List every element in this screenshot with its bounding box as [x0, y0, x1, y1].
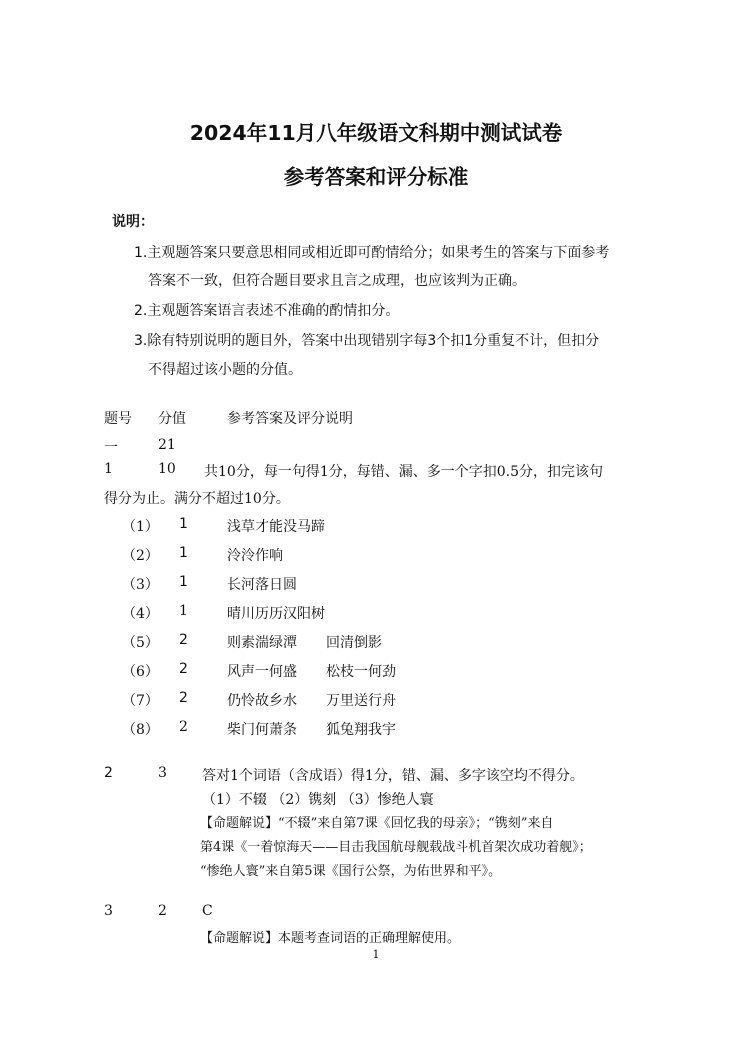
q1-item-7-answer-2: 万里送行舟	[326, 693, 396, 709]
q2-explain-line-2: 第4课《一着惊海天——目击我国航母舰载战斗机首架次成功着舰》；	[200, 840, 592, 855]
q1-item-4-number: （4）	[122, 606, 159, 622]
q1-item-5-score: 2	[179, 632, 188, 648]
q1-item-7-number: （7）	[122, 693, 159, 709]
q1-item-2-number: （2）	[122, 548, 159, 564]
q1-item-7-score: 2	[179, 690, 188, 706]
note-3-line-2: 不得超过该小题的分值。	[148, 362, 302, 378]
q1-item-8-answer: 柴门何萧条	[227, 722, 297, 738]
header-score: 分值	[158, 411, 186, 427]
note-1-line-1: 1.主观题答案只要意思相同或相近即可酌情给分；如果考生的答案与下面参考	[134, 245, 610, 261]
q1-item-6-answer: 风声一何盛	[227, 664, 297, 680]
q1-item-1-answer: 浅草才能没马蹄	[227, 519, 325, 535]
q1-item-7-answer: 仍怜故乡水	[227, 693, 297, 709]
q1-item-8-answer-2: 狐兔翔我宇	[326, 722, 396, 738]
q1-desc-line-2: 得分为止。满分不超过10分。	[104, 491, 290, 507]
q2-score: 3	[158, 765, 167, 781]
q2-number: 2	[104, 765, 113, 781]
q1-item-6-answer-2: 松枝一何劲	[326, 664, 396, 680]
q1-item-5-answer-2: 回清倒影	[326, 635, 382, 651]
q2-explain-line-1: 【命题解说】“不辍”来自第7课《回忆我的母亲》；“镌刻”来自	[200, 816, 554, 831]
q1-item-1-score: 1	[179, 516, 188, 532]
q1-item-5-answer: 则素湍绿潭	[227, 635, 297, 651]
header-number: 题号	[104, 411, 132, 427]
q1-item-8-score: 2	[179, 719, 188, 735]
section-1-score: 21	[158, 437, 176, 453]
q1-item-6-number: （6）	[122, 664, 159, 680]
page-number: 1	[372, 948, 380, 961]
q2-answers: （1）不辍 （2）镌刻 （3）惨绝人寰	[202, 792, 434, 808]
q1-item-4-answer: 晴川历历汉阳树	[227, 606, 325, 622]
q1-item-3-answer: 长河落日圆	[227, 577, 297, 593]
q3-number: 3	[104, 903, 113, 919]
q1-item-6-score: 2	[179, 661, 188, 677]
q1-item-2-score: 1	[179, 545, 188, 561]
q1-item-3-number: （3）	[122, 577, 159, 593]
q1-item-2-answer: 泠泠作响	[227, 548, 283, 564]
q1-item-8-number: （8）	[122, 722, 159, 738]
q1-number: 1	[104, 461, 113, 477]
note-1-line-2: 答案不一致，但符合题目要求且言之成理，也应该判为正确。	[148, 273, 526, 289]
note-2-line-1: 2.主观题答案语言表述不准确的酌情扣分。	[134, 303, 400, 319]
note-3-line-1: 3.除有特别说明的题目外，答案中出现错别字每3个扣1分重复不计，但扣分	[134, 333, 600, 349]
q3-answer: C	[202, 903, 213, 919]
q1-item-1-number: （1）	[122, 519, 159, 535]
q2-description: 答对1个词语（含成语）得1分，错、漏、多字该空均不得分。	[202, 768, 584, 784]
q1-item-3-score: 1	[179, 574, 188, 590]
q1-desc-line-1: 共10分，每一句得1分，每错、漏、多一个字扣0.5分，扣完该句	[204, 464, 603, 480]
notes-heading: 说明：	[112, 214, 154, 230]
page-subtitle: 参考答案和评分标准	[283, 165, 469, 189]
q3-explain: 【命题解说】本题考查词语的正确理解使用。	[200, 931, 461, 946]
q3-score: 2	[158, 903, 167, 919]
q1-item-5-number: （5）	[122, 635, 159, 651]
q1-item-4-score: 1	[179, 603, 188, 619]
header-answer: 参考答案及评分说明	[227, 411, 353, 427]
q1-score: 10	[158, 461, 176, 477]
section-1-number: 一	[104, 440, 118, 456]
q2-explain-line-3: “惨绝人寰”来自第5课《国行公祭，为佑世界和平》。	[200, 864, 502, 879]
page-title: 2024年11月八年级语文科期中测试试卷	[189, 121, 563, 145]
